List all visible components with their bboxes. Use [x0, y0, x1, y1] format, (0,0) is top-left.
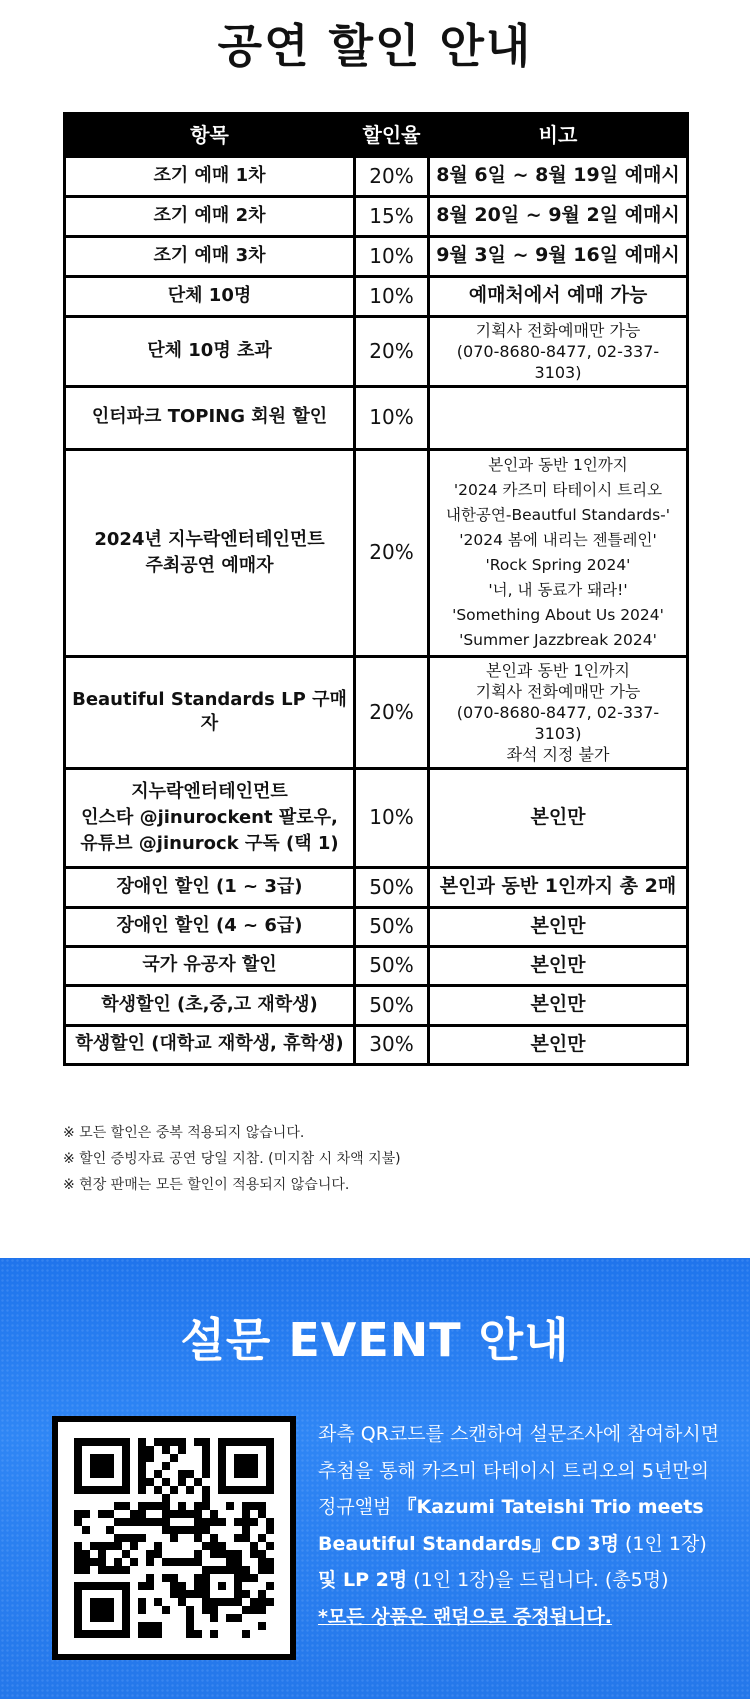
event-description [318, 1416, 738, 1635]
header-rate: 할인율 [355, 112, 429, 156]
cell-note-line: 8월 6일 ~ 8월 19일 예매시 [436, 164, 680, 187]
cell-rate: 50% [355, 985, 429, 1025]
cell-note [429, 907, 688, 946]
cell-note-line: 본인과 동반 1인까지 총 2매 [439, 875, 677, 898]
cell-note-line: 예매처에서 예매 가능 [468, 284, 648, 307]
cell-note [429, 656, 688, 768]
table-row [65, 985, 688, 1025]
cell-note [429, 1025, 688, 1064]
cell-note-line: 'Summer Jazzbreak 2024' [459, 630, 657, 649]
qr-code-icon[interactable] [52, 1416, 296, 1660]
cell-note-line: 좌석 지정 불가 [506, 744, 610, 764]
cell-rate: 50% [355, 867, 429, 907]
footnote: ※ 현장 판매는 모든 할인이 적용되지 않습니다. [63, 1177, 350, 1193]
cell-item [65, 386, 355, 449]
table-row [65, 236, 688, 276]
cell-note-line: (070-8680-8477, 02-337-3103) [456, 702, 660, 743]
cell-item-line: 조기 예매 3차 [153, 244, 266, 266]
cell-note [429, 946, 688, 985]
cell-note-line: (070-8680-8477, 02-337-3103) [456, 341, 660, 382]
cell-item-line: 유튜브 @jinurock 구독 (택 1) [80, 832, 339, 854]
cell-item [65, 656, 355, 768]
cell-rate: 50% [355, 946, 429, 985]
cell-item-line: 단체 10명 [167, 284, 252, 306]
cell-rate: 10% [355, 768, 429, 867]
discount-table [63, 112, 689, 1066]
table-row [65, 1025, 688, 1064]
cell-note-line: '너, 내 동료가 돼라!' [488, 580, 628, 599]
cell-note-line: '2024 봄에 내리는 젠틀레인' [459, 530, 657, 549]
cell-item-line: 인스타 @jinurockent 팔로우, [81, 806, 338, 828]
page-title: 공연 할인 안내 [217, 19, 533, 73]
cell-rate: 30% [355, 1025, 429, 1064]
cell-item-line: 단체 10명 초과 [147, 339, 272, 361]
cell-note-line: 'Rock Spring 2024' [485, 555, 631, 574]
event-title: 설문 EVENT 안내 [180, 1313, 570, 1367]
cell-item [65, 196, 355, 236]
cell-item-line: 2024년 지누락엔터테인먼트 [94, 528, 325, 550]
footnote: ※ 모든 할인은 중복 적용되지 않습니다. [63, 1125, 305, 1141]
qr-code-graphic [74, 1438, 274, 1638]
table-row [65, 946, 688, 985]
cell-note-line: 본인만 [530, 1032, 586, 1055]
cell-rate: 10% [355, 276, 429, 316]
cell-rate: 20% [355, 156, 429, 196]
cell-note [429, 276, 688, 316]
cell-note [429, 985, 688, 1025]
cell-item-line: 인터파크 TOPING 회원 할인 [91, 406, 328, 428]
table-row [65, 907, 688, 946]
table-row [65, 196, 688, 236]
cell-item-line: 조기 예매 2차 [153, 204, 266, 226]
cell-item [65, 1025, 355, 1064]
cell-note [429, 196, 688, 236]
cell-item [65, 946, 355, 985]
cell-rate: 50% [355, 907, 429, 946]
cell-item [65, 156, 355, 196]
cell-item-line: 조기 예매 1차 [153, 164, 266, 186]
album-title: 『Kazumi Tateishi Trio meets [397, 1496, 704, 1518]
footnote: ※ 할인 증빙자료 공연 당일 지참. (미지참 시 차액 지불) [63, 1151, 401, 1167]
event-text-line: 추첨을 통해 카즈미 타테이시 트리오의 5년만의 [318, 1459, 710, 1482]
table-row [65, 768, 688, 867]
cell-rate: 20% [355, 449, 429, 656]
cell-item-line: 장애인 할인 (4 ~ 6급) [116, 915, 303, 937]
cell-item [65, 985, 355, 1025]
cell-rate: 20% [355, 316, 429, 386]
cell-item [65, 316, 355, 386]
table-header-row [65, 112, 688, 156]
cell-item-line: 학생할인 (대학교 재학생, 휴학생) [75, 1033, 344, 1055]
table-row [65, 867, 688, 907]
cell-note-line: 내한공연-Beautful Standards-' [445, 505, 670, 524]
cell-item [65, 867, 355, 907]
album-title-cont: Beautiful Standards』CD 3명 [318, 1532, 619, 1555]
cell-item [65, 236, 355, 276]
cell-rate: 15% [355, 196, 429, 236]
table-row [65, 316, 688, 386]
cell-rate: 10% [355, 386, 429, 449]
cell-note-line: 본인만 [530, 993, 586, 1016]
cell-item [65, 449, 355, 656]
cell-item-line: 국가 유공자 할인 [142, 954, 277, 976]
event-note: *모든 상품은 랜덤으로 증정됩니다. [318, 1605, 612, 1628]
event-text-line: 좌측 QR코드를 스캔하여 설문조사에 참여하시면 [318, 1423, 720, 1445]
cell-note-line: 본인만 [530, 805, 586, 828]
event-text-line [318, 1562, 738, 1599]
table-row [65, 656, 688, 768]
cell-note [429, 768, 688, 867]
event-text-span: (1인 1장)을 드립니다. (총5명) [407, 1569, 669, 1591]
table-row [65, 276, 688, 316]
cell-note [429, 236, 688, 276]
cell-item-line: 장애인 할인 (1 ~ 3급) [116, 875, 303, 897]
table-row [65, 156, 688, 196]
cell-note-line: 기획사 전화예매만 가능 [475, 681, 641, 701]
table-row [65, 449, 688, 656]
table-body [65, 156, 688, 1064]
cell-rate: 20% [355, 656, 429, 768]
cell-item-line: 주최공연 예매자 [145, 554, 274, 576]
cell-rate: 10% [355, 236, 429, 276]
survey-event-section [0, 1258, 750, 1699]
cell-note [429, 316, 688, 386]
cell-note-line: 본인과 동반 1인까지 [488, 455, 628, 474]
cell-note-line: '2024 카즈미 타테이시 트리오 [453, 480, 663, 499]
cell-item-line: 학생할인 (초,중,고 재학생) [101, 993, 318, 1015]
cell-note-line: 본인만 [530, 953, 586, 976]
cell-note-line: 8월 20일 ~ 9월 2일 예매시 [436, 204, 680, 227]
event-text-line [318, 1489, 738, 1526]
cell-note [429, 156, 688, 196]
footnotes [63, 1120, 703, 1198]
cell-note-line: 본인과 동반 1인까지 [486, 660, 630, 680]
cell-note [429, 449, 688, 656]
cell-note-line: 기획사 전화예매만 가능 [475, 320, 641, 340]
header-note: 비고 [429, 112, 688, 156]
cell-note-line: 본인만 [530, 914, 586, 937]
event-text-span: 정규앨범 [318, 1496, 398, 1518]
header-item: 항목 [65, 112, 355, 156]
cell-item-line: 지누락엔터테인먼트 [131, 780, 288, 802]
cell-note-line: 'Something About Us 2024' [452, 605, 664, 624]
table-row [65, 386, 688, 449]
event-text-span: (1인 1장) [618, 1532, 707, 1555]
cell-item-line: Beautiful Standards LP 구매자 [72, 688, 347, 734]
cell-item [65, 907, 355, 946]
cell-note-line: 9월 3일 ~ 9월 16일 예매시 [436, 244, 680, 267]
event-text-line [318, 1526, 738, 1563]
lp-prize: 및 LP 2명 [318, 1569, 408, 1591]
cell-note [429, 386, 688, 449]
cell-note [429, 867, 688, 907]
cell-item [65, 768, 355, 867]
cell-item [65, 276, 355, 316]
